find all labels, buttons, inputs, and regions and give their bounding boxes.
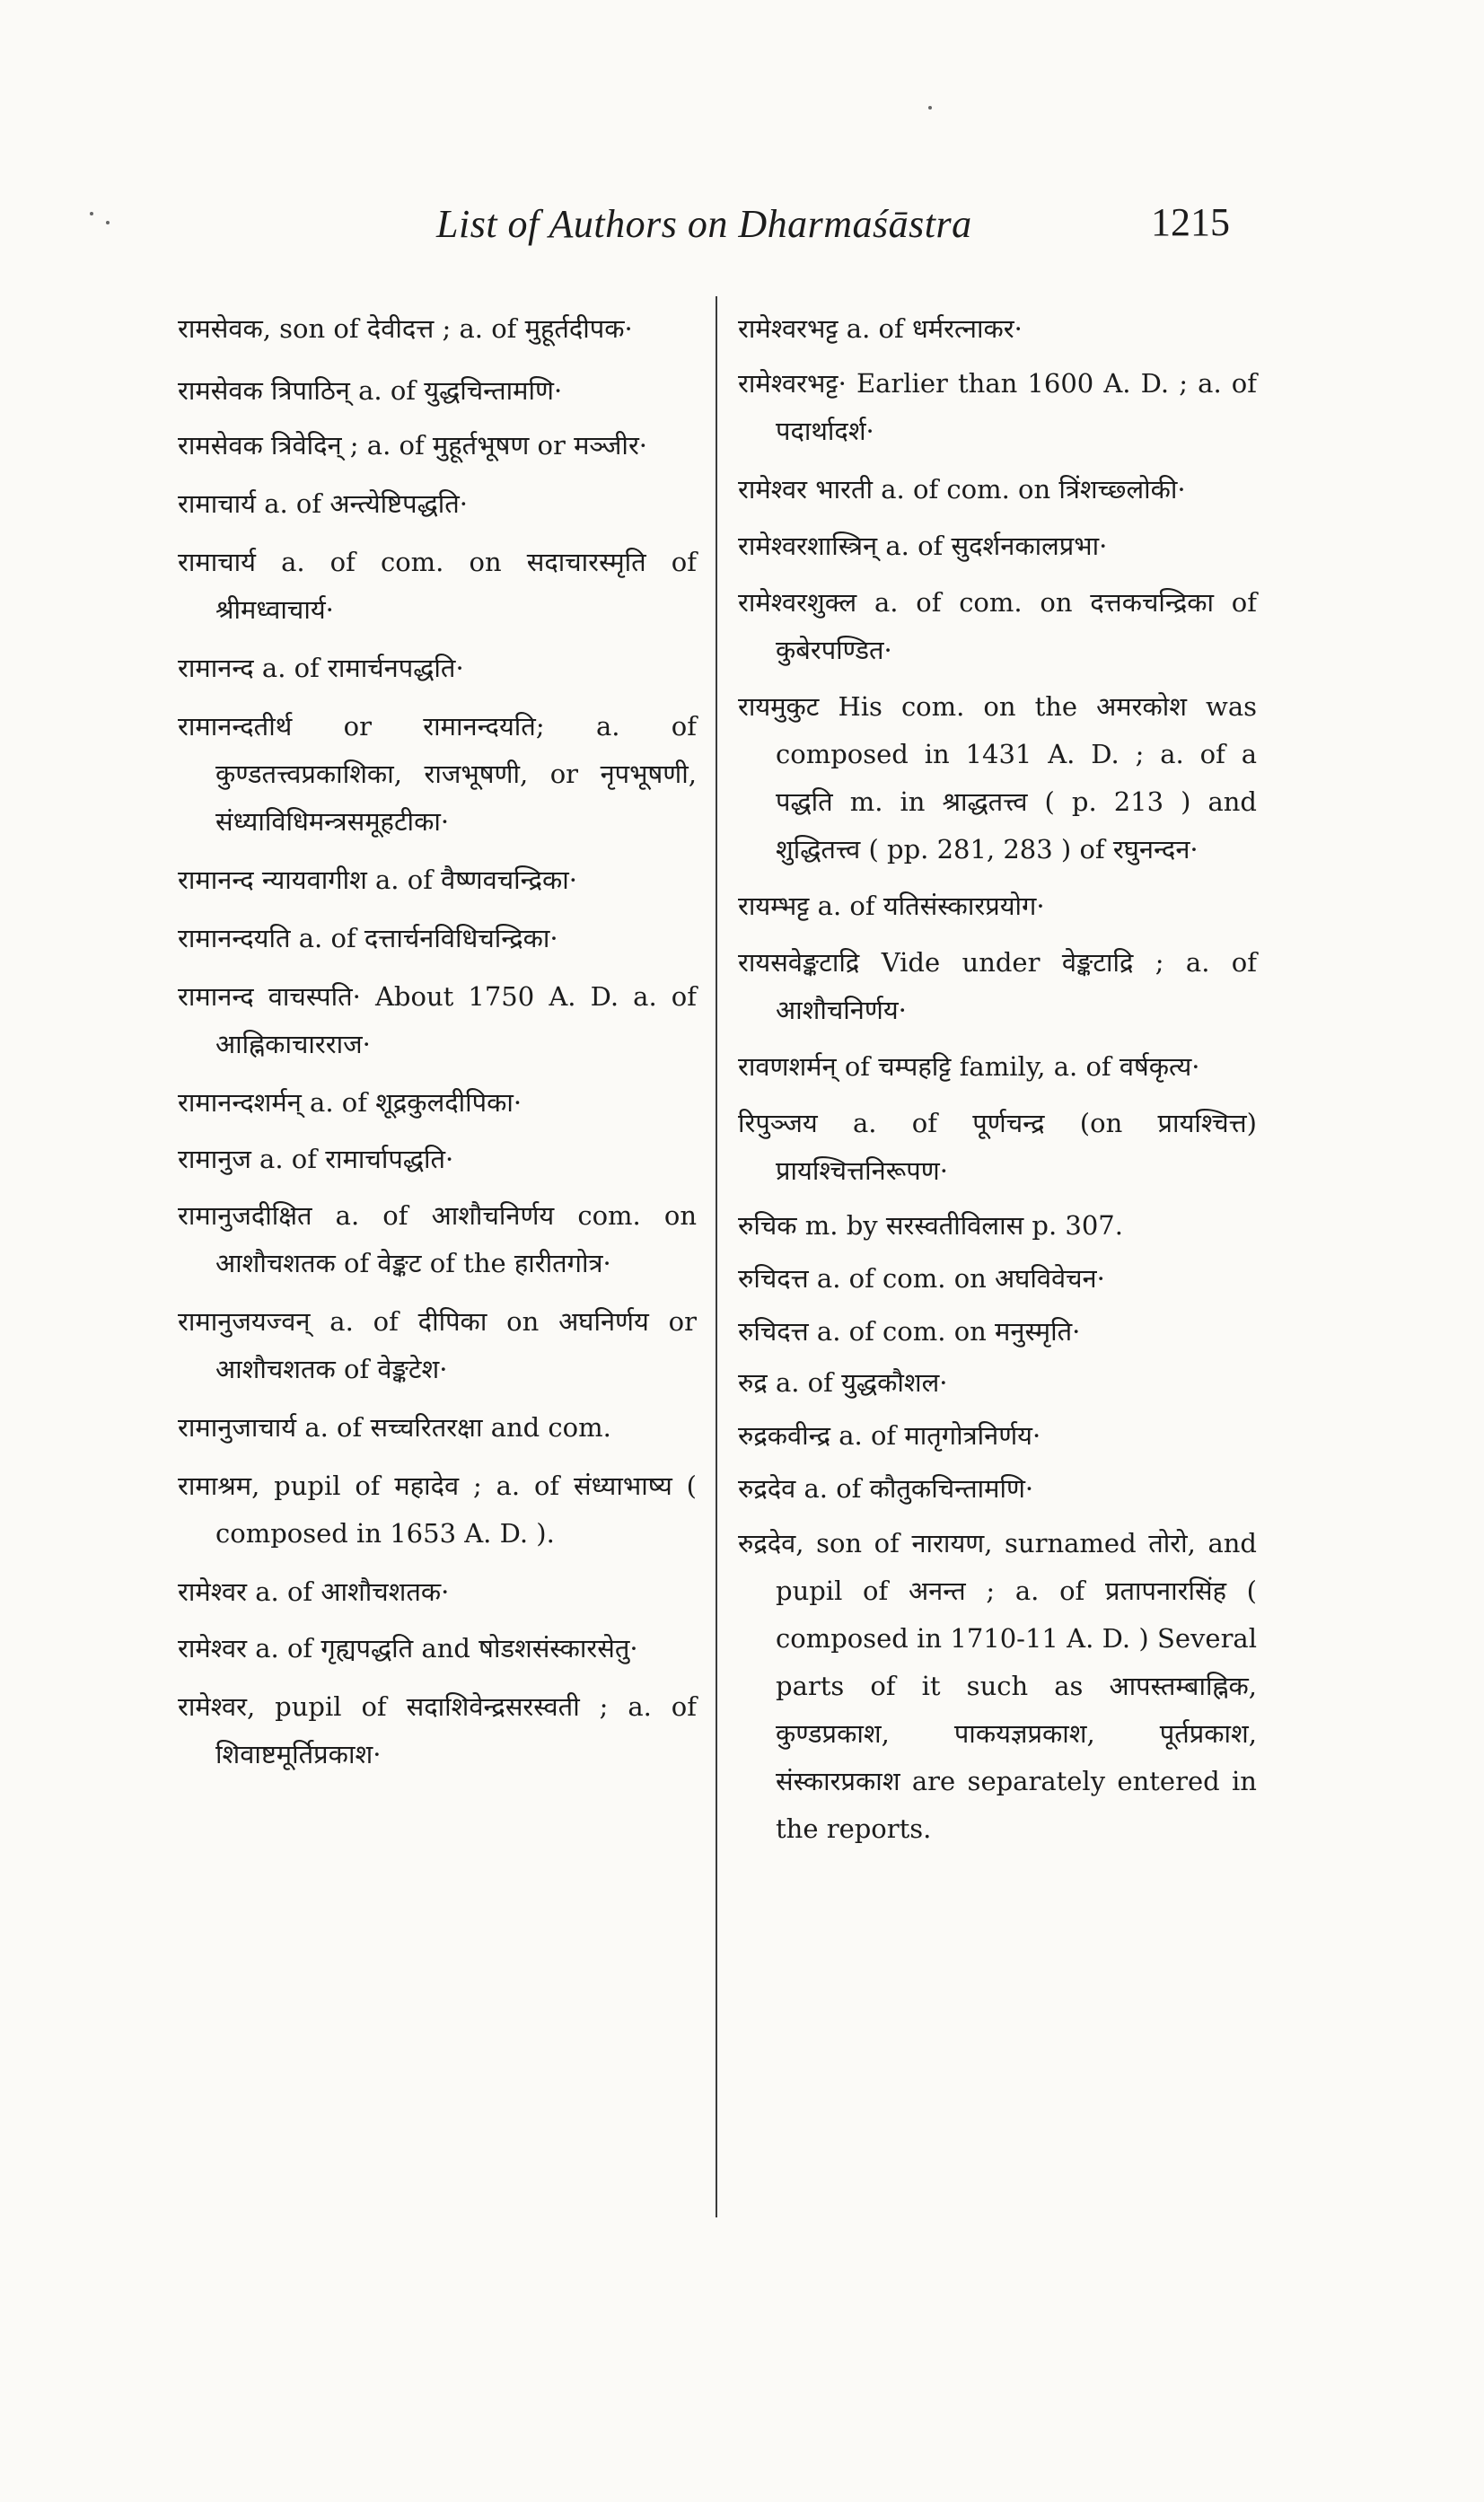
author-entry: रामसेवक त्रिपाठिन् a. of युद्धचिन्तामणि·	[178, 375, 563, 406]
author-entry: रामसेवक त्रिवेदिन् ; a. of मुहूर्तभूषण or मञ्जीर·	[178, 430, 648, 461]
author-entry: रामसेवक, son of देवीदत्त ; a. of मुहूर्तदीपक·	[178, 313, 633, 344]
author-entry: रामानन्दशर्मन् a. of शूद्रकुलदीपिका·	[178, 1087, 522, 1118]
author-entry: रामानुज a. of रामार्चापद्धति·	[178, 1144, 454, 1174]
author-entry: रुचिदत्त a. of com. on अघविवेचन·	[738, 1263, 1105, 1294]
author-entry: रामेश्वर, pupil of सदाशिवेन्द्रसरस्वती ; a. of शिवाष्टमूर्तिप्रकाश·	[178, 1691, 697, 1769]
scan-speck	[106, 221, 110, 224]
author-entry: रुद्रदेव a. of कौतुकचिन्तामणि·	[738, 1473, 1034, 1504]
author-entry: रामेश्वर a. of आशौचशतक·	[178, 1576, 450, 1607]
author-entry: रामेश्वरभट्ट· Earlier than 1600 A. D. ; a. of पदार्थादर्श·	[738, 368, 1257, 446]
author-entry: रामेश्वरभट्ट a. of धर्मरत्नाकर·	[738, 313, 1023, 344]
author-entry: रिपुञ्जय a. of पूर्णचन्द्र (on प्रायश्चित्त) प्रायश्चित्तनिरूपण·	[738, 1108, 1257, 1186]
author-entry: रुचिक m. by सरस्वतीविलास p. 307.	[738, 1210, 1123, 1241]
scan-speck	[90, 212, 93, 215]
right-column	[738, 305, 1257, 1860]
author-entry: रायसवेङ्कटाद्रि Vide under वेङ्कटाद्रि ; a. of आशौचनिर्णय·	[738, 947, 1257, 1025]
author-entry: रायमुकुट His com. on the अमरकोश was composed in 1431 A. D. ; a. of a पद्धति m. in श्राद्धतत्त्व ( p. 213 ) and शुद्धितत्त्व ( pp. 281, 283 ) of रघुनन्दन·	[738, 691, 1257, 865]
column-divider	[716, 296, 717, 2217]
author-entry: रामानुजदीक्षित a. of आशौचनिर्णय com. on आशौचशतक of वेङ्कट of the हारीतगोत्र·	[178, 1200, 697, 1278]
author-entry: रायम्भट्ट a. of यतिसंस्कारप्रयोग·	[738, 891, 1045, 921]
author-entry: रामानन्द a. of रामार्चनपद्धति·	[178, 653, 464, 683]
author-entry: रामानन्द न्यायवागीश a. of वैष्णवचन्द्रिका·	[178, 865, 577, 895]
author-entry: रामेश्वरशास्त्रिन् a. of सुदर्शनकालप्रभा·	[738, 531, 1108, 561]
page-number: 1215	[1151, 200, 1230, 244]
author-entry: रामेश्वर भारती a. of com. on त्रिंशच्छ्लोकी·	[738, 474, 1186, 505]
author-entry: रामानुजयज्वन् a. of दीपिका on अघनिर्णय or आशौचशतक of वेङ्कटेश·	[178, 1306, 697, 1384]
author-entry: रुद्र a. of युद्धकौशल·	[738, 1367, 948, 1398]
author-entry: रुद्रकवीन्द्र a. of मातृगोत्रनिर्णय·	[738, 1420, 1041, 1451]
author-entry: रामानन्द वाचस्पति· About 1750 A. D. a. of आह्निकाचारराज·	[178, 981, 697, 1059]
author-entry: रामाचार्य a. of com. on सदाचारस्मृति of श्रीमध्वाचार्य·	[178, 547, 697, 625]
author-entry: रामानन्दतीर्थ or रामानन्दयति; a. of कुण्डतत्त्वप्रकाशिका, राजभूषणी, or नृपभूषणी, संध्याविधिमन्त्रसमूहटीका·	[178, 711, 697, 837]
author-entry: रामाश्रम, pupil of महादेव ; a. of संध्याभाष्य ( composed in 1653 A. D. ).	[178, 1470, 697, 1549]
author-entry: रामानुजाचार्य a. of सच्चरितरक्षा and com.	[178, 1412, 611, 1443]
running-header-title: List of Authors on Dharmaśāstra	[436, 202, 972, 246]
left-column	[178, 305, 697, 1789]
author-entry: रामानन्दयति a. of दत्तार्चनविधिचन्द्रिका·	[178, 923, 558, 953]
author-entry: रामेश्वर a. of गृह्यपद्धति and षोडशसंस्कारसेतु·	[178, 1633, 638, 1664]
author-entry: रुद्रदेव, son of नारायण, surnamed तोरो, and pupil of अनन्त ; a. of प्रतापनारसिंह ( composed in 1710-11 A. D. ) Several parts of it such as आपस्तम्बाह्निक, कुण्डप्रकाश, पाकयज्ञप्रकाश, पूर्तप्रकाश, संस्कारप्रकाश are separately entered in the reports.	[738, 1528, 1257, 1844]
scan-speck	[928, 106, 932, 110]
author-entry: रावणशर्मन् of चम्पहट्टि family, a. of वर्षकृत्य·	[738, 1051, 1200, 1082]
author-entry: रामेश्वरशुक्ल a. of com. on दत्तकचन्द्रिका of कुबेरपण्डित·	[738, 587, 1257, 665]
author-entry: रुचिदत्त a. of com. on मनुस्मृति·	[738, 1316, 1081, 1347]
author-entry: रामाचार्य a. of अन्त्येष्टिपद्धति·	[178, 488, 469, 519]
